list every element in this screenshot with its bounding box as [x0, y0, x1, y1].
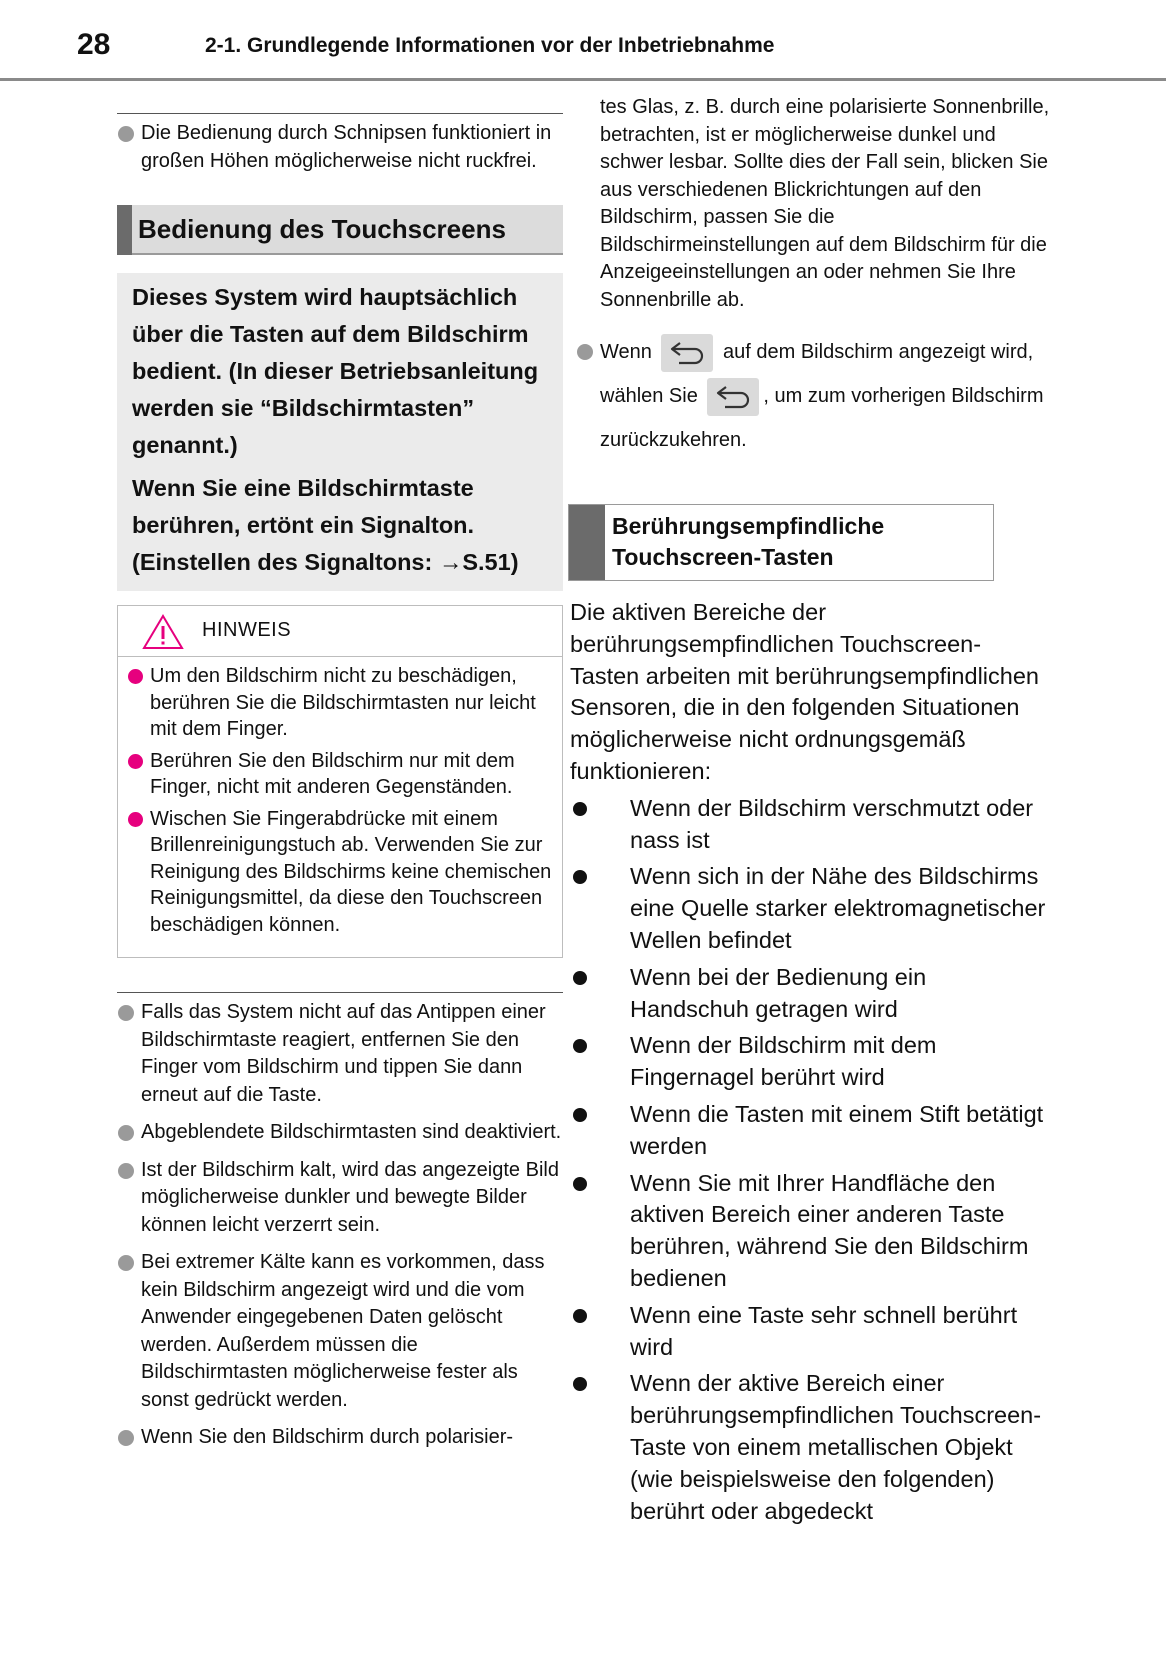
condition-item — [599, 793, 1050, 857]
divider — [117, 992, 563, 993]
pink-bullet-icon — [128, 669, 143, 684]
condition-text: Wenn der Bildschirm verschmutzt oder nass ist — [630, 794, 1034, 853]
notice-item-text: Um den Bildschirm nicht zu beschädigen, berühren Sie die Bildschirmtasten nur leicht mit dem Finger. — [150, 665, 536, 740]
condition-item — [599, 1030, 1050, 1094]
summary-box — [117, 273, 563, 591]
notice-item-text: Wischen Sie Fingerabdrücke mit einem Brillenreinigungstuch ab. Verwenden Sie zur Reinigung des Bildschirms keine chemischen Reinigungsmittel, da diese den Touchscreen beschädigen können. — [150, 807, 552, 936]
black-bullet-icon — [573, 802, 587, 816]
heading-marker — [117, 205, 132, 255]
grey-bullet-icon — [118, 1005, 134, 1021]
grey-bullet-icon — [118, 1163, 134, 1179]
grey-bullet-icon — [118, 1255, 134, 1271]
info-bullet — [117, 1157, 563, 1240]
right-column — [570, 94, 1050, 1527]
info-bullet-text: Abgeblendete Bildschirmtasten sind deaktiviert. — [141, 1121, 562, 1143]
condition-text: Wenn sich in der Nähe des Bildschirms eine Quelle starker elektromagnetischer Wellen befindet — [630, 863, 1046, 953]
return-text-1: Wenn — [600, 341, 652, 363]
page-number: 28 — [77, 28, 111, 61]
summary-paragraph: Dieses System wird hauptsächlich über die Tasten auf dem Bildschirm bedient. (In dieser Betriebsanleitung werden sie “Bildschirmtasten” genannt.) — [132, 284, 539, 458]
section-heading — [117, 205, 563, 255]
info-bullet — [117, 1119, 563, 1147]
summary-paragraph: Wenn Sie eine Bildschirmtaste berühren, ertönt ein Signalton. (Einstellen des Signaltons: →S.51) — [132, 475, 519, 575]
left-column — [117, 113, 563, 1462]
condition-item — [599, 1368, 1050, 1527]
condition-text: Wenn die Tasten mit einem Stift betätigt werden — [630, 1100, 1044, 1159]
grey-bullet-icon — [118, 126, 134, 142]
return-text-2: auf dem Bildschirm angezeigt wird, wählen Sie — [600, 341, 1034, 407]
black-bullet-icon — [573, 971, 587, 985]
pink-bullet-icon — [128, 754, 143, 769]
notice-item — [128, 806, 552, 939]
condition-text: Wenn der aktive Bereich einer berührungsempfindlichen Touchscreen-Taste von einem metallischen Objekt (wie beispielsweise den folgenden) berührt oder abgedeckt — [630, 1370, 1042, 1524]
pink-bullet-icon — [128, 812, 143, 827]
info-bullet — [117, 1424, 563, 1452]
info-bullet-text: Die Bedienung durch Schnipsen funktioniert in großen Höhen möglicherweise nicht ruckfrei. — [141, 122, 552, 172]
notice-item — [128, 663, 552, 743]
section-title: Bedienung des Touchscreens — [138, 214, 506, 244]
info-bullet-text: Bei extremer Kälte kann es vorkommen, dass kein Bildschirm angezeigt wird und die vom Anwender eingegebenen Daten gelöscht werden. Außerdem müssen die Bildschirmtasten möglicherweise fester als sonst gedrückt werden. — [141, 1251, 545, 1411]
grey-bullet-icon — [577, 344, 593, 360]
black-bullet-icon — [573, 1309, 587, 1323]
return-arrow-icon — [667, 339, 707, 367]
notice-item — [128, 748, 552, 801]
condition-text: Wenn Sie mit Ihrer Handfläche den aktiven Bereich einer anderen Taste berühren, während Sie den Bildschirm bedienen — [630, 1169, 1029, 1291]
page-header — [0, 0, 1166, 82]
notice-item-text: Berühren Sie den Bildschirm nur mit dem Finger, nicht mit anderen Gegenständen. — [150, 749, 515, 798]
return-text-3: , um zum vorherigen Bildschirm zurückzukehren. — [600, 385, 1044, 451]
info-bullet — [117, 120, 563, 175]
return-arrow-icon — [713, 383, 753, 411]
grey-bullet-icon — [118, 1125, 134, 1141]
condition-item — [599, 1300, 1050, 1364]
info-bullet — [117, 1249, 563, 1414]
condition-item — [599, 962, 1050, 1026]
return-button-image — [661, 334, 713, 372]
info-bullet-text: Falls das System nicht auf das Antippen einer Bildschirmtaste reagiert, entfernen Sie den Finger vom Bildschirm und tippen Sie dann erneut auf die Taste. — [141, 1001, 546, 1106]
notice-list — [118, 657, 562, 938]
divider — [117, 113, 563, 114]
black-bullet-icon — [573, 1377, 587, 1391]
return-bullet — [576, 330, 1050, 462]
intro-paragraph: Die aktiven Bereiche der berührungsempfindlichen Touchscreen-Tasten arbeiten mit berührungsempfindlichen Sensoren, die in den folgenden Situationen möglicherweise nicht ordnungsgemäß funktionieren: — [570, 599, 1039, 784]
condition-text: Wenn bei der Bedienung ein Handschuh getragen wird — [630, 963, 927, 1022]
heading-marker — [569, 505, 605, 580]
black-bullet-icon — [573, 1039, 587, 1053]
subsection-title: Berührungsempfindliche Touchscreen-Tasten — [612, 513, 885, 570]
info-bullet-text: Wenn Sie den Bildschirm durch polarisier- — [141, 1426, 514, 1448]
grey-bullet-icon — [118, 1430, 134, 1446]
chapter-title: 2-1. Grundlegende Informationen vor der Inbetriebnahme — [205, 34, 775, 57]
black-bullet-icon — [573, 870, 587, 884]
condition-text: Wenn der Bildschirm mit dem Fingernagel berührt wird — [630, 1032, 937, 1091]
black-bullet-icon — [573, 1177, 587, 1191]
info-bullet-text: Ist der Bildschirm kalt, wird das angezeigte Bild möglicherweise dunkler und bewegte Bilder können leicht verzerrt sein. — [141, 1158, 559, 1236]
black-bullet-icon — [573, 1108, 587, 1122]
condition-item — [599, 861, 1050, 956]
notice-label: HINWEIS — [202, 619, 292, 641]
return-button-image — [707, 378, 759, 416]
condition-item — [599, 1168, 1050, 1295]
subsection-heading — [568, 504, 994, 581]
continuation-text: tes Glas, z. B. durch eine polarisierte Sonnenbrille, betrachten, ist er möglicherweise dunkel und schwer lesbar. Sollte dies der Fall sein, blicken Sie aus verschiedenen Blickrichtungen auf den Bildschirm, passen Sie die Bildschirmeinstellungen auf dem Bildschirm für die Anzeigeeinstellungen an oder nehmen Sie Ihre Sonnenbrille ab. — [600, 96, 1050, 311]
notice-header — [118, 606, 562, 657]
condition-item — [599, 1099, 1050, 1163]
warning-triangle-icon — [142, 614, 184, 650]
info-bullet — [117, 999, 563, 1109]
condition-text: Wenn eine Taste sehr schnell berührt wird — [630, 1301, 1018, 1360]
header-divider — [0, 78, 1166, 81]
notice-box — [117, 605, 563, 958]
